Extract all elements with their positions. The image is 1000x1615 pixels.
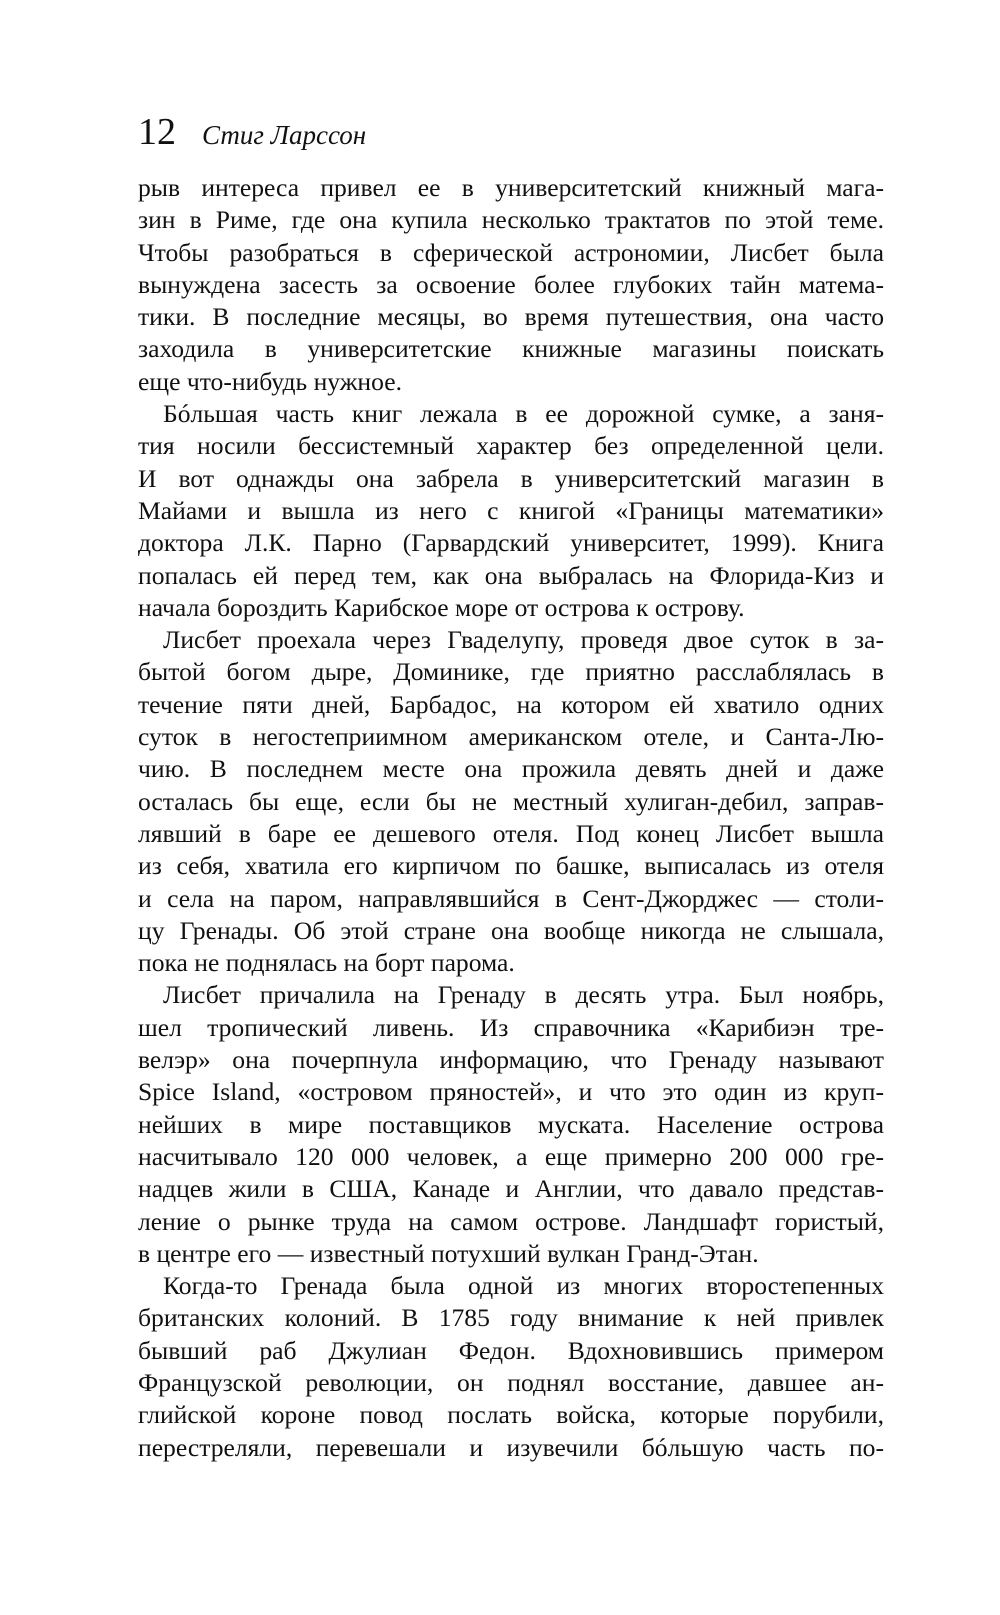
text-line: британских колоний. В 1785 году внимание к ней привлек <box>138 1303 884 1333</box>
paragraph-5 <box>138 1270 884 1464</box>
text-line: цу Гренады. Об этой стране она вообще никогда не слышала, <box>138 915 884 945</box>
text-line: ление о рынке труда на самом острове. Ландшафт гористый, <box>138 1206 884 1236</box>
paragraph-1 <box>138 172 884 398</box>
text-line: Когда-то Гренада была одной из многих второстепенных <box>163 1271 884 1301</box>
text-line: чию. В последнем месте она прожила девять дней и даже <box>138 754 884 784</box>
text-line: пока не поднялась на борт парома. <box>138 948 515 978</box>
running-title-author: Стиг Ларссон <box>202 120 367 150</box>
text-line: насчитывало 120 000 человек, а еще примерно 200 000 гре- <box>138 1141 884 1171</box>
paragraph-4 <box>138 979 884 1270</box>
text-line: Чтобы разобраться в сферической астрономии, Лисбет была <box>138 237 884 267</box>
page-number: 12 <box>138 111 176 153</box>
text-line: надцев жили в США, Канаде и Англии, что давало представ- <box>138 1174 884 1204</box>
text-line: велэр» она почерпнула информацию, что Гренаду называют <box>138 1045 884 1075</box>
text-line: попалась ей перед тем, как она выбралась на Флорида-Киз и <box>138 560 884 590</box>
text-line: Бóльшая часть книг лежала в ее дорожной сумке, а заня- <box>163 399 884 429</box>
text-line: лявший в баре ее дешевого отеля. Под конец Лисбет вышла <box>138 818 884 848</box>
text-line: нейших в мире поставщиков муската. Население острова <box>138 1109 884 1139</box>
text-line: из себя, хватила его кирпичом по башке, выписалась из отеля <box>138 851 884 881</box>
text-line: зин в Риме, где она купила несколько трактатов по этой теме. <box>138 205 884 235</box>
running-head <box>138 112 366 160</box>
text-line: бытой богом дыре, Доминике, где приятно расслаблялась в <box>138 657 884 687</box>
text-line: заходила в университетские книжные магазины поискать <box>138 334 884 364</box>
body-text <box>138 172 884 1464</box>
paragraph-2 <box>138 398 884 624</box>
text-line: Лисбет причалила на Гренаду в десять утра. Был ноябрь, <box>163 980 884 1010</box>
text-line: Майами и вышла из него с книгой «Границы математики» <box>138 495 884 525</box>
text-line: перестреляли, перевешали и изувечили бóльшую часть по- <box>138 1432 884 1462</box>
text-line: доктора Л.К. Парно (Гарвардский университет, 1999). Книга <box>138 528 884 558</box>
text-line: тия носили бессистемный характер без определенной цели. <box>138 431 884 461</box>
text-line: шел тропический ливень. Из справочника «Карибиэн тре- <box>138 1012 884 1042</box>
text-line: бывший раб Джулиан Федон. Вдохновившись примером <box>138 1335 884 1365</box>
text-line: еще что-нибудь нужное. <box>138 366 402 396</box>
text-line: тики. В последние месяцы, во время путешествия, она часто <box>138 302 884 332</box>
text-line: в центре его — известный потухший вулкан Гранд-Этан. <box>138 1238 759 1268</box>
paragraph-3 <box>138 624 884 979</box>
text-line: суток в негостеприимном американском отеле, и Санта-Лю- <box>138 722 884 752</box>
text-line: осталась бы еще, если бы не местный хулиган-дебил, заправ- <box>138 786 884 816</box>
text-line: течение пяти дней, Барбадос, на котором ей хватило одних <box>138 689 884 719</box>
text-line: Лисбет проехала через Гваделупу, проведя двое суток в за- <box>163 625 884 655</box>
text-line: глийской короне повод послать войска, которые порубили, <box>138 1400 884 1430</box>
text-line: Spice Island, «островом пряностей», и что это один из круп- <box>138 1077 884 1107</box>
text-line: вынуждена засесть за освоение более глубоких тайн матема- <box>138 269 884 299</box>
text-line: И вот однажды она забрела в университетский магазин в <box>138 463 884 493</box>
text-line: Французской революции, он поднял восстание, давшее ан- <box>138 1367 884 1397</box>
text-line: рыв интереса привел ее в университетский книжный мага- <box>138 173 884 202</box>
text-line: и села на паром, направлявшийся в Сент-Джорджес — столи- <box>138 883 884 913</box>
text-line: начала бороздить Карибское море от острова к острову. <box>138 592 745 622</box>
